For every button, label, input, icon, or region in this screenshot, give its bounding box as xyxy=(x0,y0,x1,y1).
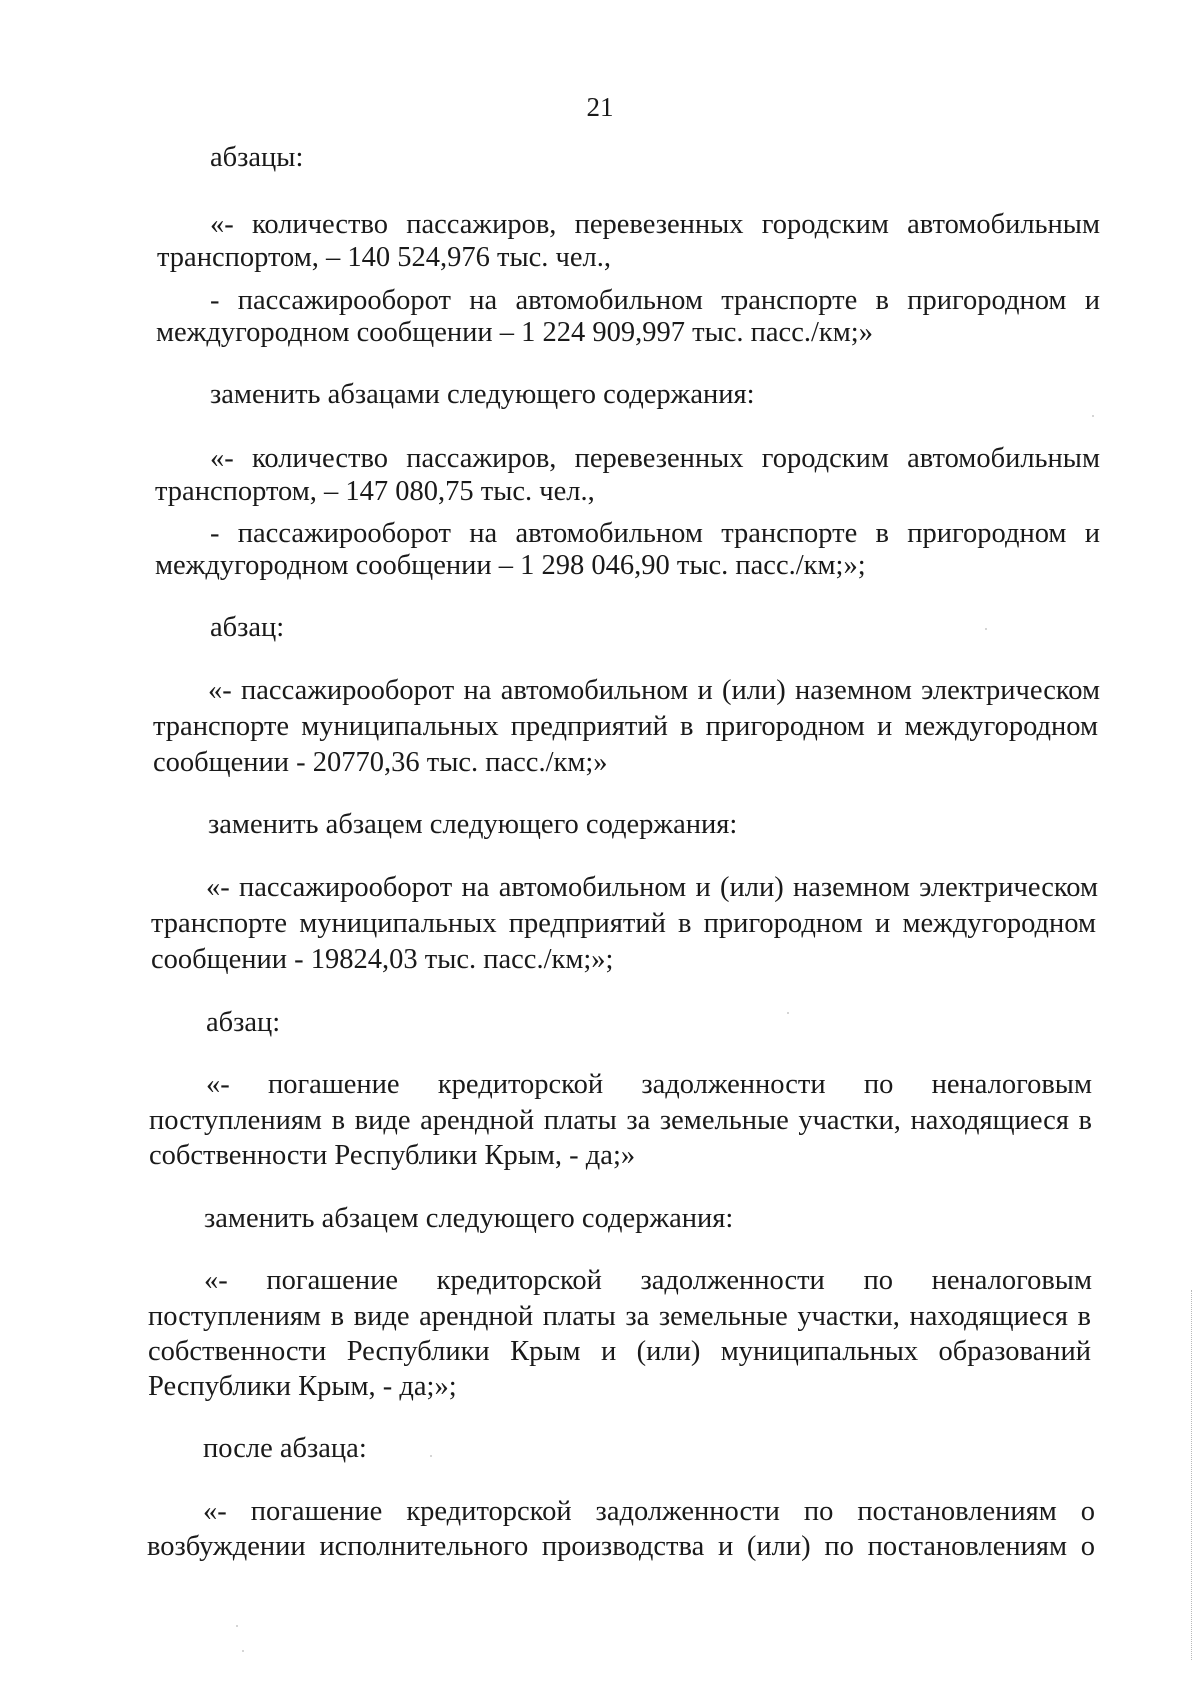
text-line: Республики Крым, - да;»; xyxy=(148,1371,457,1402)
text-line: «- количество пассажиров, перевезенных городским автомобильным xyxy=(210,443,1100,474)
text-line: междугородном сообщении – 1 224 909,997 тыс. пасс./км;» xyxy=(156,317,873,348)
text-line: «- пассажирооборот на автомобильном и (или) наземном электрическом xyxy=(206,872,1098,903)
text-line: поступлениям в виде арендной платы за земельные участки, находящиеся в xyxy=(149,1105,1092,1136)
text-line: заменить абзацем следующего содержания: xyxy=(208,809,738,840)
text-line: междугородном сообщении – 1 298 046,90 тыс. пасс./км;»; xyxy=(155,550,866,581)
text-line: собственности Республики Крым и (или) муниципальных образований xyxy=(148,1336,1091,1367)
text-line: заменить абзацами следующего содержания: xyxy=(210,379,755,410)
text-line: транспортом, – 140 524,976 тыс. чел., xyxy=(157,242,612,273)
text-line: «- погашение кредиторской задолженности по неналоговым xyxy=(206,1069,1092,1100)
text-line: транспорте муниципальных предприятий в пригородном и междугородном xyxy=(151,908,1096,939)
text-line: «- погашение кредиторской задолженности по неналоговым xyxy=(204,1265,1092,1296)
text-line: поступлениям в виде арендной платы за земельные участки, находящиеся в xyxy=(148,1301,1091,1332)
text-line: транспортом, – 147 080,75 тыс. чел., xyxy=(155,476,595,507)
text-line: возбуждении исполнительного производства и (или) по постановлениям о xyxy=(147,1531,1095,1562)
text-line: «- пассажирооборот на автомобильном и (или) наземном электрическом xyxy=(208,675,1100,706)
text-line: сообщении - 20770,36 тыс. пасс./км;» xyxy=(153,747,608,778)
text-line: транспорте муниципальных предприятий в пригородном и междугородном xyxy=(153,711,1098,742)
text-line: собственности Республики Крым, - да;» xyxy=(149,1140,636,1171)
text-line: - пассажирооборот на автомобильном транспорте в пригородном и xyxy=(210,285,1100,316)
scan-speck xyxy=(787,1012,789,1014)
scan-edge-mark xyxy=(1190,1290,1192,1660)
text-line: заменить абзацем следующего содержания: xyxy=(204,1203,734,1234)
text-line: - пассажирооборот на автомобильном транспорте в пригородном и xyxy=(210,518,1100,549)
page-number: 21 xyxy=(586,92,614,122)
text-line: после абзаца: xyxy=(203,1433,367,1464)
text-line: «- погашение кредиторской задолженности по постановлениям о xyxy=(203,1496,1095,1527)
text-line: «- количество пассажиров, перевезенных городским автомобильным xyxy=(210,209,1100,240)
scan-speck xyxy=(430,1455,432,1457)
scan-speck xyxy=(985,628,987,630)
scan-speck xyxy=(1092,415,1094,417)
text-line: абзацы: xyxy=(210,142,304,173)
text-line: сообщении - 19824,03 тыс. пасс./км;»; xyxy=(151,944,614,975)
scan-speck xyxy=(242,1650,244,1652)
text-line: абзац: xyxy=(206,1007,281,1038)
scan-speck xyxy=(236,1625,238,1627)
text-line: абзац: xyxy=(210,612,285,643)
